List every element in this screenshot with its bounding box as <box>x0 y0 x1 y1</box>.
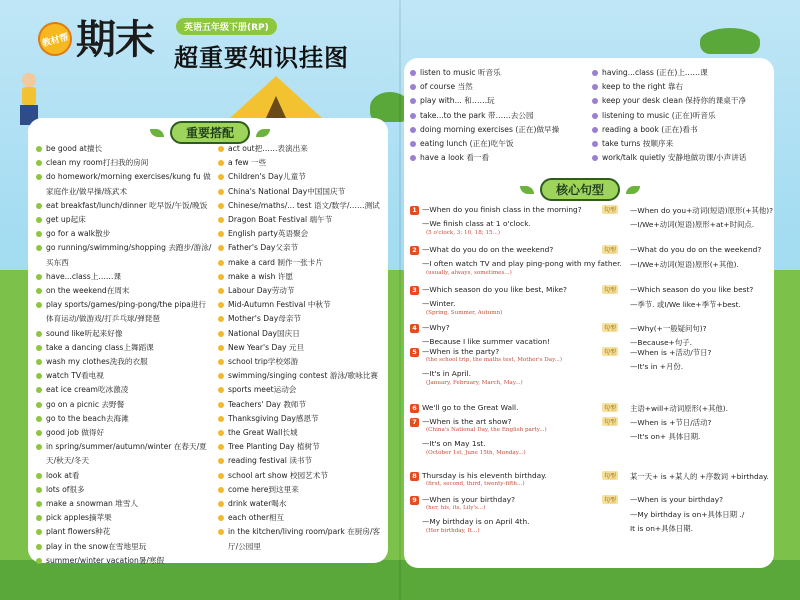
phrase-item: have...class上……课 <box>36 270 212 284</box>
phrase-item: in spring/summer/autumn/winter 在春天/夏天/秋天/冬天 <box>36 440 212 468</box>
phrase-item: on the weekend在周末 <box>36 284 212 298</box>
pattern-number: 6 <box>410 404 419 413</box>
subtitle: 超重要知识挂图 <box>174 44 349 72</box>
phrases-list-3 <box>410 66 590 165</box>
phrases-list-2 <box>218 142 386 554</box>
phrase-item: having...class (正在)上……课 <box>592 66 772 80</box>
pattern-tag: 句型 <box>604 349 617 356</box>
phrase-item: go running/swimming/shopping 去跑步/游泳/买东西 <box>36 241 212 269</box>
phrase-item: a few 一些 <box>218 156 386 170</box>
page-fold <box>399 0 401 600</box>
phrase-item: plant flowers种花 <box>36 525 212 539</box>
bush-illustration <box>700 28 760 54</box>
pattern-number: 2 <box>410 246 419 255</box>
phrase-item: each other相互 <box>218 511 386 525</box>
phrase-item: be good at擅长 <box>36 142 212 156</box>
phrase-item: Labour Day劳动节 <box>218 284 386 298</box>
pattern-hint: (Her birthday, It...) <box>426 528 480 534</box>
pattern-answer: —Winter. <box>422 299 456 308</box>
phrase-item: Children's Day儿童节 <box>218 170 386 184</box>
phrase-item: play sports/games/ping-pong/the pipa进行体育运动/做游戏/打乒乓球/弹琵琶 <box>36 298 212 326</box>
pattern-number: 7 <box>410 418 419 427</box>
phrase-item: Father's Day父亲节 <box>218 241 386 255</box>
pattern-formula: —What do you do on the weekend? <box>630 245 762 254</box>
main-title: 期末 <box>76 17 154 63</box>
phrase-item: play with... 和……玩 <box>410 94 590 108</box>
phrase-item: sports meet运动会 <box>218 383 386 397</box>
leaf-icon <box>256 129 270 137</box>
badge-logo: 教材帮 <box>34 18 76 60</box>
phrase-item: make a snowman 堆雪人 <box>36 497 212 511</box>
pattern-formula: 某一天+ is +某人的 +序数词 +birthday. <box>630 472 769 481</box>
phrase-item: make a wish 许愿 <box>218 270 386 284</box>
patterns-header <box>490 178 670 201</box>
phrase-item: Chinese/maths/... test 语文/数学/……测试 <box>218 199 386 213</box>
pattern-formula: —I/We+动词(短语)原形+at+时间点. <box>630 220 755 229</box>
pattern-formula: —When do you+动词(短语)原形(+其他)? <box>630 206 774 215</box>
pattern-formula: —It's on+ 具体日期. <box>630 432 701 441</box>
phrase-item: China's National Day中国国庆节 <box>218 185 386 199</box>
phrase-item: play in the snow在雪地里玩 <box>36 540 212 554</box>
pattern-question: Thursday is his eleventh birthday. <box>422 471 547 480</box>
pattern-tag: 句型 <box>604 325 617 332</box>
phrase-item: English party英语聚会 <box>218 227 386 241</box>
grade-tag: 英语五年级下册(RP) <box>176 18 277 35</box>
phrase-item: sound like听起来好像 <box>36 327 212 341</box>
leaf-icon <box>520 186 534 194</box>
pattern-question: —What do you do on the weekend? <box>422 245 554 254</box>
pattern-formula: —My birthday is on+具体日期 ./ <box>630 510 745 519</box>
phrase-item: take...to the park 带……去公园 <box>410 109 590 123</box>
phrase-item: Dragon Boat Festival 端午节 <box>218 213 386 227</box>
pattern-hint: (January, February, March, May...) <box>426 380 523 386</box>
phrase-item: go to the beach去海滩 <box>36 412 212 426</box>
phrase-item: Tree Planting Day 植树节 <box>218 440 386 454</box>
phrase-item: Thanksgiving Day感恩节 <box>218 412 386 426</box>
phrase-item: get up起床 <box>36 213 212 227</box>
pattern-question: —Which season do you like best, Mike? <box>422 285 567 294</box>
pattern-question: —When do you finish class in the morning? <box>422 205 582 214</box>
pattern-answer: —It's in April. <box>422 369 472 378</box>
phrase-item: the Great Wall长城 <box>218 426 386 440</box>
pattern-answer: —We finish class at 1 o'clock. <box>422 219 531 228</box>
pattern-tag: 句型 <box>604 419 617 426</box>
phrase-item: doing morning exercises (正在)做早操 <box>410 123 590 137</box>
pattern-question: —When is your birthday? <box>422 495 516 504</box>
pattern-formula: —Why(+一般疑问句)? <box>630 324 707 333</box>
pattern-hint: (her, his, its, Lily's...) <box>426 505 486 511</box>
pattern-hint: (usually, always, sometimes...) <box>426 270 512 276</box>
phrases-list-4 <box>592 66 772 165</box>
phrase-item: swimming/singing contest 游泳/歌咏比赛 <box>218 369 386 383</box>
pattern-hint: (the school trip, the maths test, Mother's Day...) <box>426 357 563 363</box>
pattern-hint: (first, second, third, twenty-fifth...) <box>426 481 525 487</box>
phrase-item: reading festival 读书节 <box>218 454 386 468</box>
pattern-tag: 句型 <box>604 405 617 412</box>
pattern-question: —Why? <box>422 323 450 332</box>
pattern-tag: 句型 <box>604 473 617 480</box>
phrase-item: eating lunch (正在)吃午饭 <box>410 137 590 151</box>
phrase-item: keep to the right 靠右 <box>592 80 772 94</box>
pattern-formula: —Which season do you like best? <box>630 285 754 294</box>
phrase-item: summer/winter vacation暑/寒假 <box>36 554 212 568</box>
phrase-item: school trip学校郊游 <box>218 355 386 369</box>
phrase-item: school art show 校园艺术节 <box>218 469 386 483</box>
pattern-number: 1 <box>410 206 419 215</box>
phrase-item: go for a walk散步 <box>36 227 212 241</box>
phrase-item: make a card 制作一张卡片 <box>218 256 386 270</box>
phrase-item: in the kitchen/living room/park 在厨房/客厅/公园里 <box>218 525 386 553</box>
pattern-number: 8 <box>410 472 419 481</box>
pattern-answer: —Because I like summer vacation! <box>422 337 551 346</box>
pattern-tag: 句型 <box>604 287 617 294</box>
phrase-item: clean my room打扫我的房间 <box>36 156 212 170</box>
pattern-hint: (China's National Day, the English party...) <box>426 427 547 433</box>
pattern-number: 9 <box>410 496 419 505</box>
pattern-formula: —I/We+动词(短语)原形(+其他). <box>630 260 739 269</box>
phrase-item: have a look 看一看 <box>410 151 590 165</box>
phrase-item: go on a picnic 去野餐 <box>36 398 212 412</box>
phrase-item: New Year's Day 元旦 <box>218 341 386 355</box>
pattern-formula: —When is your birthday? <box>630 495 724 504</box>
pattern-answer: —My birthday is on April 4th. <box>422 517 530 526</box>
phrase-item: keep your desk clean 保持你的课桌干净 <box>592 94 772 108</box>
phrase-item: Mid-Autumn Festival 中秋节 <box>218 298 386 312</box>
phrase-item: Mother's Day母亲节 <box>218 312 386 326</box>
pattern-formula: It is on+具体日期. <box>630 524 693 533</box>
phrase-item: lots of很多 <box>36 483 212 497</box>
patterns-title: 核心句型 <box>540 178 620 201</box>
phrase-item: Teachers' Day 教师节 <box>218 398 386 412</box>
phrase-item: work/talk quietly 安静地做功课/小声讲话 <box>592 151 772 165</box>
phrases-title: 重要搭配 <box>170 121 250 144</box>
tent-door <box>266 96 286 118</box>
pattern-question: We'll go to the Great Wall. <box>422 403 519 412</box>
pattern-question: —When is the art show? <box>422 417 512 426</box>
phrase-item: watch TV看电视 <box>36 369 212 383</box>
phrase-item: listen to music 听音乐 <box>410 66 590 80</box>
leaf-icon <box>626 186 640 194</box>
phrase-item: of course 当然 <box>410 80 590 94</box>
pattern-answer: —It's on May 1st. <box>422 439 486 448</box>
pattern-formula: —季节. 或I/We like+季节+best. <box>630 300 741 309</box>
pattern-number: 4 <box>410 324 419 333</box>
pattern-number: 3 <box>410 286 419 295</box>
pattern-formula: —It's in +月份. <box>630 362 684 371</box>
phrase-item: pick apples摘苹果 <box>36 511 212 525</box>
pattern-tag: 句型 <box>604 207 617 214</box>
pattern-tag: 句型 <box>604 247 617 254</box>
phrase-item: reading a book (正在)看书 <box>592 123 772 137</box>
pattern-hint: (Spring, Summer, Autumn) <box>426 310 503 316</box>
phrase-item: take a dancing class上舞蹈课 <box>36 341 212 355</box>
phrase-item: drink water喝水 <box>218 497 386 511</box>
pattern-formula: 主语+will+动词原形(+其他). <box>630 404 729 413</box>
phrase-item: listening to music (正在)听音乐 <box>592 109 772 123</box>
phrase-item: come here到这里来 <box>218 483 386 497</box>
phrases-header <box>120 121 300 144</box>
phrases-list-1 <box>36 142 212 568</box>
leaf-icon <box>150 129 164 137</box>
title-block <box>36 6 386 84</box>
pattern-formula: —When is +节日/活动? <box>630 418 712 427</box>
pattern-answer: —I often watch TV and play ping-pong with my father. <box>422 259 622 268</box>
phrase-item: act out把……表演出来 <box>218 142 386 156</box>
pattern-question: —When is the party? <box>422 347 500 356</box>
phrase-item: good job 做得好 <box>36 426 212 440</box>
pattern-number: 5 <box>410 348 419 357</box>
pattern-formula: —When is +活动/节日? <box>630 348 712 357</box>
pattern-hint: (October 1st, June 15th, Monday...) <box>426 450 526 456</box>
phrase-item: eat ice cream吃冰激凌 <box>36 383 212 397</box>
phrase-item: take turns 按顺序来 <box>592 137 772 151</box>
phrase-item: wash my clothes洗我的衣服 <box>36 355 212 369</box>
phrase-item: National Day国庆日 <box>218 327 386 341</box>
phrase-item: eat breakfast/lunch/dinner 吃早饭/午饭/晚饭 <box>36 199 212 213</box>
pattern-hint: (5 o'clock, 3; 10, 18; 15...) <box>426 230 501 236</box>
phrase-item: look at看 <box>36 469 212 483</box>
pattern-formula: —Because+句子. <box>630 338 693 347</box>
pattern-tag: 句型 <box>604 497 617 504</box>
phrase-item: do homework/morning exercises/kung fu 做家庭作业/做早操/练武术 <box>36 170 212 198</box>
